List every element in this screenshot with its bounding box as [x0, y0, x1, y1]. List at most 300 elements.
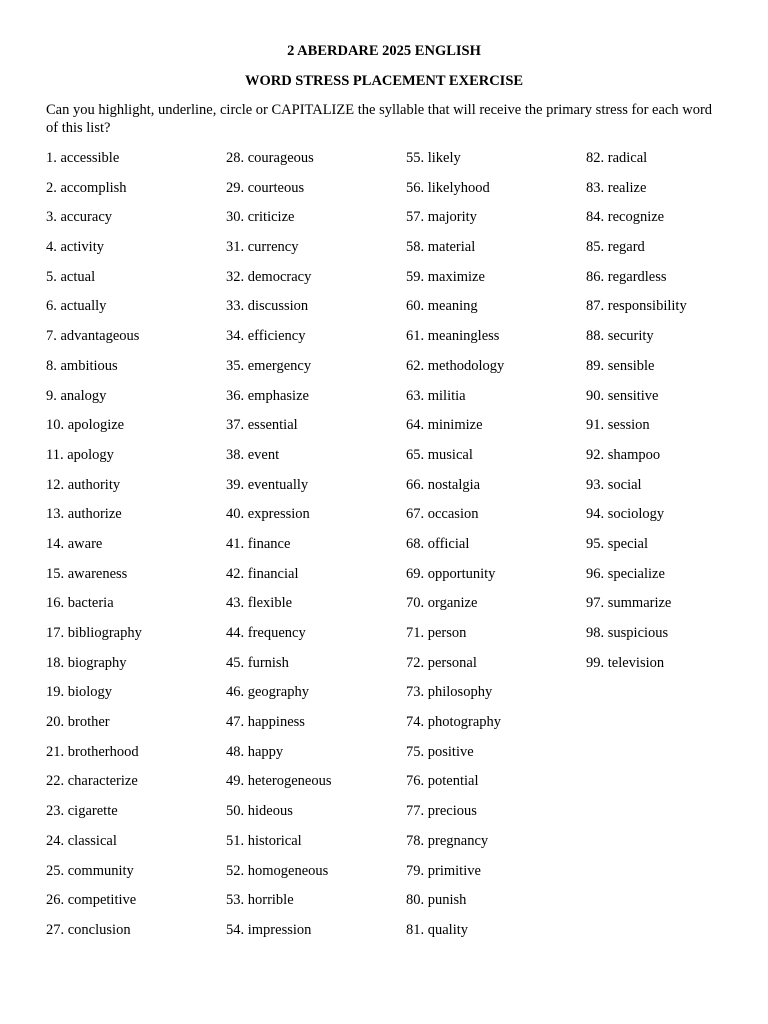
word-text: financial	[247, 565, 299, 582]
word-number: 62 .	[406, 358, 428, 374]
word-item	[226, 564, 406, 594]
word-item	[586, 267, 766, 297]
word-text: essential	[247, 417, 298, 434]
word-item	[586, 593, 766, 623]
word-number: 76 .	[406, 773, 428, 789]
word-text: event	[247, 446, 280, 463]
word-item	[46, 386, 226, 416]
word-item	[46, 534, 226, 564]
word-text: security	[607, 328, 654, 345]
word-item	[406, 801, 586, 831]
word-number: 15 .	[46, 566, 68, 582]
word-number: 74 .	[406, 714, 428, 730]
word-number: 2 .	[46, 180, 61, 196]
word-text: eventually	[247, 476, 309, 493]
instructions-text: Can you highlight, underline, circle or CAPITALIZE the syllable that will receive the primary stress for each word of this list?	[46, 102, 713, 136]
word-item	[226, 771, 406, 801]
word-item	[586, 475, 766, 505]
word-item	[586, 178, 766, 208]
word-text: authorize	[67, 506, 122, 523]
word-number: 49 .	[226, 773, 248, 789]
word-number: 96 .	[586, 566, 608, 582]
word-number: 30 .	[226, 209, 248, 225]
word-text: activity	[60, 239, 104, 256]
word-number: 46 .	[226, 684, 248, 700]
word-text: musical	[427, 446, 473, 463]
word-column-1	[46, 148, 226, 958]
word-text: positive	[427, 743, 474, 760]
word-number: 89 .	[586, 358, 608, 374]
word-text: apology	[67, 446, 114, 463]
word-item	[226, 593, 406, 623]
word-number: 11 .	[46, 447, 67, 463]
word-number: 95 .	[586, 536, 608, 552]
word-text: accuracy	[60, 209, 113, 226]
word-text: characterize	[67, 773, 138, 790]
word-text: militia	[427, 387, 466, 404]
word-number: 58 .	[406, 239, 428, 255]
word-number: 84 .	[586, 209, 608, 225]
word-list	[46, 148, 726, 958]
word-text: sensible	[607, 357, 655, 374]
word-item	[226, 623, 406, 653]
word-item	[226, 475, 406, 505]
word-text: maximize	[427, 268, 485, 285]
word-text: analogy	[60, 387, 107, 404]
word-number: 92 .	[586, 447, 608, 463]
word-number: 39 .	[226, 477, 248, 493]
word-number: 54 .	[226, 922, 248, 938]
word-item	[226, 861, 406, 891]
word-item	[46, 653, 226, 683]
word-number: 19 .	[46, 684, 68, 700]
word-item	[586, 415, 766, 445]
word-item	[406, 682, 586, 712]
word-item	[406, 623, 586, 653]
word-item	[46, 267, 226, 297]
word-number: 24 .	[46, 833, 68, 849]
word-item	[46, 445, 226, 475]
word-item	[406, 593, 586, 623]
word-text: classical	[67, 832, 117, 849]
word-item	[586, 148, 766, 178]
word-number: 12 .	[46, 477, 68, 493]
word-number: 47 .	[226, 714, 248, 730]
word-text: responsibility	[607, 298, 687, 315]
word-number: 71 .	[406, 625, 428, 641]
word-number: 37 .	[226, 417, 248, 433]
word-number: 35 .	[226, 358, 248, 374]
word-item	[406, 861, 586, 891]
word-text: apologize	[67, 417, 125, 434]
word-number: 42 .	[226, 566, 248, 582]
word-item	[226, 682, 406, 712]
word-text: biology	[67, 684, 113, 701]
word-number: 78 .	[406, 833, 428, 849]
word-text: frequency	[247, 625, 306, 641]
word-item	[406, 534, 586, 564]
word-text: sensitive	[607, 387, 659, 404]
word-number: 22 .	[46, 773, 68, 789]
word-number: 10 .	[46, 417, 68, 433]
word-text: actual	[60, 268, 96, 285]
word-text: photography	[427, 714, 502, 731]
word-number: 85 .	[586, 239, 608, 255]
word-text: realize	[607, 179, 647, 196]
word-item	[406, 415, 586, 445]
word-number: 80 .	[406, 892, 428, 908]
word-text: punish	[427, 892, 467, 909]
word-number: 91 .	[586, 417, 608, 433]
word-item	[46, 148, 226, 178]
word-item	[406, 712, 586, 742]
word-item	[46, 742, 226, 772]
word-item	[226, 445, 406, 475]
word-number: 25 .	[46, 863, 68, 879]
word-text: expression	[247, 506, 310, 523]
word-item	[226, 504, 406, 534]
word-item	[586, 207, 766, 237]
word-item	[46, 207, 226, 237]
word-item	[46, 415, 226, 445]
word-number: 67 .	[406, 506, 428, 522]
word-text: regard	[607, 239, 645, 256]
word-item	[406, 148, 586, 178]
word-number: 53 .	[226, 892, 248, 908]
word-number: 48 .	[226, 744, 248, 760]
word-item	[46, 326, 226, 356]
word-column-3	[406, 148, 586, 958]
word-text: meaningless	[427, 328, 500, 345]
word-number: 36 .	[226, 388, 248, 404]
word-text: courageous	[247, 150, 314, 166]
word-number: 57 .	[406, 209, 428, 225]
word-number: 97 .	[586, 595, 608, 611]
word-number: 81 .	[406, 922, 428, 938]
word-number: 51 .	[226, 833, 248, 849]
word-item	[46, 504, 226, 534]
word-number: 26 .	[46, 892, 68, 908]
word-item	[226, 326, 406, 356]
word-item	[586, 356, 766, 386]
word-item	[226, 415, 406, 445]
word-item	[46, 890, 226, 920]
word-item	[46, 861, 226, 891]
word-text: regardless	[607, 268, 667, 285]
word-item	[226, 386, 406, 416]
word-item	[406, 386, 586, 416]
word-text: material	[427, 239, 476, 256]
word-item	[226, 207, 406, 237]
word-text: methodology	[427, 357, 505, 374]
word-item	[406, 326, 586, 356]
word-number: 93 .	[586, 477, 608, 493]
word-column-2	[226, 148, 406, 958]
word-text: likelyhood	[427, 179, 490, 196]
word-number: 60 .	[406, 298, 428, 314]
word-item	[226, 712, 406, 742]
word-text: competitive	[67, 892, 137, 909]
word-item	[586, 564, 766, 594]
word-item	[406, 475, 586, 505]
word-text: historical	[247, 832, 302, 849]
word-number: 90 .	[586, 388, 608, 404]
word-item	[46, 771, 226, 801]
word-item	[226, 653, 406, 683]
word-text: courteous	[247, 179, 305, 196]
word-number: 38 .	[226, 447, 248, 463]
word-item	[406, 742, 586, 772]
word-item	[46, 801, 226, 831]
word-number: 73 .	[406, 684, 428, 700]
word-text: discussion	[247, 298, 309, 315]
word-number: 14 .	[46, 536, 68, 552]
word-number: 33 .	[226, 298, 248, 314]
word-item	[406, 296, 586, 326]
word-text: actually	[60, 298, 107, 315]
word-number: 75 .	[406, 744, 428, 760]
word-number: 45 .	[226, 655, 248, 671]
word-text: brotherhood	[67, 743, 139, 760]
word-item	[46, 296, 226, 326]
word-item	[46, 682, 226, 712]
word-text: nostalgia	[427, 476, 481, 493]
word-text: democracy	[247, 268, 312, 285]
word-number: 1 .	[46, 150, 61, 166]
word-text: happiness	[247, 714, 305, 731]
word-number: 98 .	[586, 625, 608, 641]
word-text: meaning	[427, 298, 478, 315]
word-text: advantageous	[60, 328, 140, 345]
word-item	[406, 564, 586, 594]
word-number: 20 .	[46, 714, 68, 730]
word-text: geography	[247, 684, 309, 701]
word-item	[226, 356, 406, 386]
word-text: summarize	[607, 595, 672, 612]
word-number: 86 .	[586, 269, 608, 285]
word-item	[586, 445, 766, 475]
word-text: aware	[67, 535, 103, 552]
word-item	[406, 178, 586, 208]
word-number: 44 .	[226, 625, 248, 641]
word-text: suspicious	[607, 625, 669, 641]
word-text: recognize	[607, 209, 665, 226]
word-number: 69 .	[406, 566, 428, 582]
word-number: 31 .	[226, 239, 248, 255]
word-number: 63 .	[406, 388, 428, 404]
word-text: furnish	[247, 654, 289, 671]
word-text: precious	[427, 803, 477, 820]
word-text: television	[607, 654, 665, 671]
word-item	[226, 296, 406, 326]
word-number: 34 .	[226, 328, 248, 344]
word-item	[406, 831, 586, 861]
word-number: 79 .	[406, 863, 428, 879]
word-number: 27 .	[46, 922, 68, 938]
word-text: homogeneous	[247, 862, 329, 879]
word-text: horrible	[247, 892, 294, 909]
word-number: 6 .	[46, 298, 61, 314]
word-item	[406, 504, 586, 534]
word-text: conclusion	[67, 921, 131, 938]
word-text: community	[67, 862, 134, 879]
word-text: specialize	[607, 565, 665, 582]
word-number: 56 .	[406, 180, 428, 196]
word-text: heterogeneous	[247, 773, 332, 790]
word-item	[46, 178, 226, 208]
word-number: 17 .	[46, 625, 68, 641]
word-number: 28 .	[226, 150, 248, 166]
word-text: happy	[247, 743, 284, 760]
word-item	[406, 920, 586, 950]
word-item	[46, 356, 226, 386]
word-text: session	[607, 417, 650, 434]
word-item	[406, 356, 586, 386]
word-number: 66 .	[406, 477, 428, 493]
word-item	[46, 712, 226, 742]
word-text: hideous	[247, 803, 293, 820]
word-number: 52 .	[226, 863, 248, 879]
word-text: impression	[247, 921, 312, 938]
word-item	[46, 564, 226, 594]
word-number: 41 .	[226, 536, 248, 552]
word-number: 4 .	[46, 239, 61, 255]
word-number: 18 .	[46, 655, 68, 671]
word-number: 50 .	[226, 803, 248, 819]
word-text: radical	[607, 150, 648, 166]
word-item	[46, 237, 226, 267]
word-item	[586, 504, 766, 534]
word-text: ambitious	[60, 357, 118, 374]
word-number: 13 .	[46, 506, 68, 522]
word-number: 5 .	[46, 269, 61, 285]
word-number: 32 .	[226, 269, 248, 285]
word-text: biography	[67, 654, 127, 671]
word-text: cigarette	[67, 803, 118, 820]
word-number: 70 .	[406, 595, 428, 611]
word-text: organize	[427, 595, 478, 612]
word-number: 99 .	[586, 655, 608, 671]
word-number: 43 .	[226, 595, 248, 611]
word-number: 16 .	[46, 595, 68, 611]
word-text: authority	[67, 476, 121, 493]
word-item	[226, 534, 406, 564]
word-item	[46, 920, 226, 950]
word-number: 23 .	[46, 803, 68, 819]
word-number: 21 .	[46, 744, 68, 760]
word-number: 65 .	[406, 447, 428, 463]
word-text: likely	[427, 150, 461, 166]
word-text: minimize	[427, 417, 483, 434]
word-number: 77 .	[406, 803, 428, 819]
word-number: 7 .	[46, 328, 61, 344]
word-number: 82 .	[586, 150, 608, 166]
word-text: bacteria	[67, 595, 114, 612]
word-number: 83 .	[586, 180, 608, 196]
word-text: accessible	[60, 150, 120, 166]
word-text: occasion	[427, 506, 479, 523]
word-text: accomplish	[60, 179, 127, 196]
word-item	[226, 148, 406, 178]
word-number: 94 .	[586, 506, 608, 522]
word-number: 55 .	[406, 150, 428, 166]
word-item	[586, 653, 766, 683]
word-text: social	[607, 476, 642, 493]
word-text: potential	[427, 773, 479, 790]
word-text: finance	[247, 535, 291, 552]
word-item	[226, 178, 406, 208]
word-item	[226, 890, 406, 920]
word-number: 88 .	[586, 328, 608, 344]
word-number: 8 .	[46, 358, 61, 374]
word-text: emergency	[247, 357, 312, 374]
word-item	[226, 801, 406, 831]
word-number: 87 .	[586, 298, 608, 314]
word-item	[586, 386, 766, 416]
word-item	[46, 475, 226, 505]
word-text: shampoo	[607, 446, 661, 463]
word-text: opportunity	[427, 565, 496, 582]
word-text: official	[427, 535, 470, 552]
word-number: 9 .	[46, 388, 61, 404]
word-text: quality	[427, 921, 469, 938]
word-text: philosophy	[427, 684, 493, 701]
word-column-4	[586, 148, 766, 958]
word-text: efficiency	[247, 328, 306, 345]
word-item	[226, 267, 406, 297]
word-text: person	[427, 625, 467, 641]
word-item	[406, 237, 586, 267]
word-text: pregnancy	[427, 832, 489, 849]
word-text: special	[607, 535, 649, 552]
word-item	[586, 237, 766, 267]
word-number: 59 .	[406, 269, 428, 285]
word-item	[226, 920, 406, 950]
word-number: 29 .	[226, 180, 248, 196]
word-text: bibliography	[67, 625, 142, 641]
word-number: 68 .	[406, 536, 428, 552]
word-text: personal	[427, 654, 477, 671]
word-item	[586, 296, 766, 326]
word-text: awareness	[67, 565, 128, 582]
word-item	[406, 890, 586, 920]
word-item	[586, 623, 766, 653]
document-title: 2 ABERDARE 2025 ENGLISH	[287, 43, 481, 59]
word-item	[586, 326, 766, 356]
word-text: criticize	[247, 209, 295, 226]
word-text: currency	[247, 239, 299, 256]
word-text: primitive	[427, 862, 481, 879]
word-number: 61 .	[406, 328, 428, 344]
word-item	[46, 593, 226, 623]
word-number: 3 .	[46, 209, 61, 225]
document-subtitle: WORD STRESS PLACEMENT EXERCISE	[244, 73, 524, 89]
word-text: flexible	[247, 595, 293, 612]
word-number: 72 .	[406, 655, 428, 671]
word-text: brother	[67, 714, 110, 731]
word-item	[46, 831, 226, 861]
word-text: emphasize	[247, 387, 309, 404]
word-item	[586, 534, 766, 564]
word-item	[406, 445, 586, 475]
word-text: majority	[427, 209, 477, 226]
word-item	[46, 623, 226, 653]
word-item	[406, 207, 586, 237]
word-item	[226, 742, 406, 772]
word-item	[406, 653, 586, 683]
word-item	[226, 831, 406, 861]
word-number: 40 .	[226, 506, 248, 522]
